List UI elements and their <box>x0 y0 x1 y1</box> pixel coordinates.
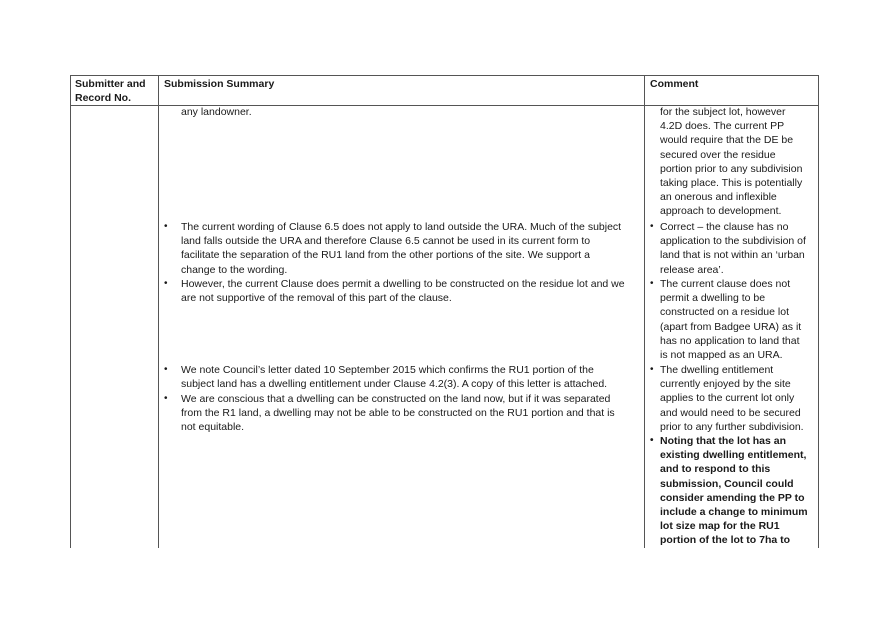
header-comment: Comment <box>650 78 699 90</box>
bullet-comment-3: • <box>650 364 654 375</box>
summary-bullet-3: We note Council’s letter dated 10 September 2015 which confirms the RU1 portion of the subject land has a dwelling entitlement under Clause 4.2(3). A copy of this letter is attached. <box>181 364 608 391</box>
comment-bullet-2: The current clause does not permit a dwelling to be constructed on a residue lot (apart from Badgee URA) as it has no application to land that is not mapped as an URA. <box>660 278 802 362</box>
summary-bullet-2: However, the current Clause does permit a dwelling to be constructed on the residue lot and we are not supportive of the removal of this part of the clause. <box>181 278 625 305</box>
bullet-comment-1: • <box>650 221 654 232</box>
table-top-border <box>70 75 819 76</box>
bullet-summary-3: • <box>164 364 168 375</box>
table-right-border <box>818 75 819 548</box>
summary-bullet-1: The current wording of Clause 6.5 does not apply to land outside the URA. Much of the subject land falls outside the URA and therefore Clause 6.5 cannot be used in its current form to facilitate the separation of the RU1 land from the other portions of the site. We support a change to the wording. <box>181 221 622 276</box>
summary-continuation: any landowner. <box>181 106 252 118</box>
bullet-summary-1: • <box>164 221 168 232</box>
bullet-summary-4: • <box>164 393 168 404</box>
comment-continuation: for the subject lot, however 4.2D does. The current PP would require that the DE be secured over the residue portion prior to any subdivision taking place. This is potentially an onerous and inflexible approach to development. <box>660 106 803 218</box>
bullet-comment-2: • <box>650 278 654 289</box>
comment-bullet-1: Correct – the clause has no application to the subdivision of land that is not within an ‘urban release area’. <box>660 221 806 276</box>
column-divider-1 <box>158 75 159 548</box>
column-divider-2 <box>644 75 645 548</box>
header-submitter: Submitter and Record No. <box>75 78 146 104</box>
bullet-summary-2: • <box>164 278 168 289</box>
comment-bullet-4: Noting that the lot has an existing dwelling entitlement, and to respond to this submission, Council could consider amending the PP to include a change to minimum lot size map for the RU1 portion of the lot to 7ha to <box>660 435 808 547</box>
comment-bullet-3: The dwelling entitlement currently enjoyed by the site applies to the current lot only and would need to be secured prior to any further subdivision. <box>660 364 804 433</box>
table-left-border <box>70 75 71 548</box>
bullet-comment-4: • <box>650 435 654 446</box>
header-summary: Submission Summary <box>164 78 275 90</box>
summary-bullet-4: We are conscious that a dwelling can be constructed on the land now, but if it was separated from the R1 land, a dwelling may not be able to be constructed on the RU1 portion and that is not equitable. <box>181 393 615 434</box>
